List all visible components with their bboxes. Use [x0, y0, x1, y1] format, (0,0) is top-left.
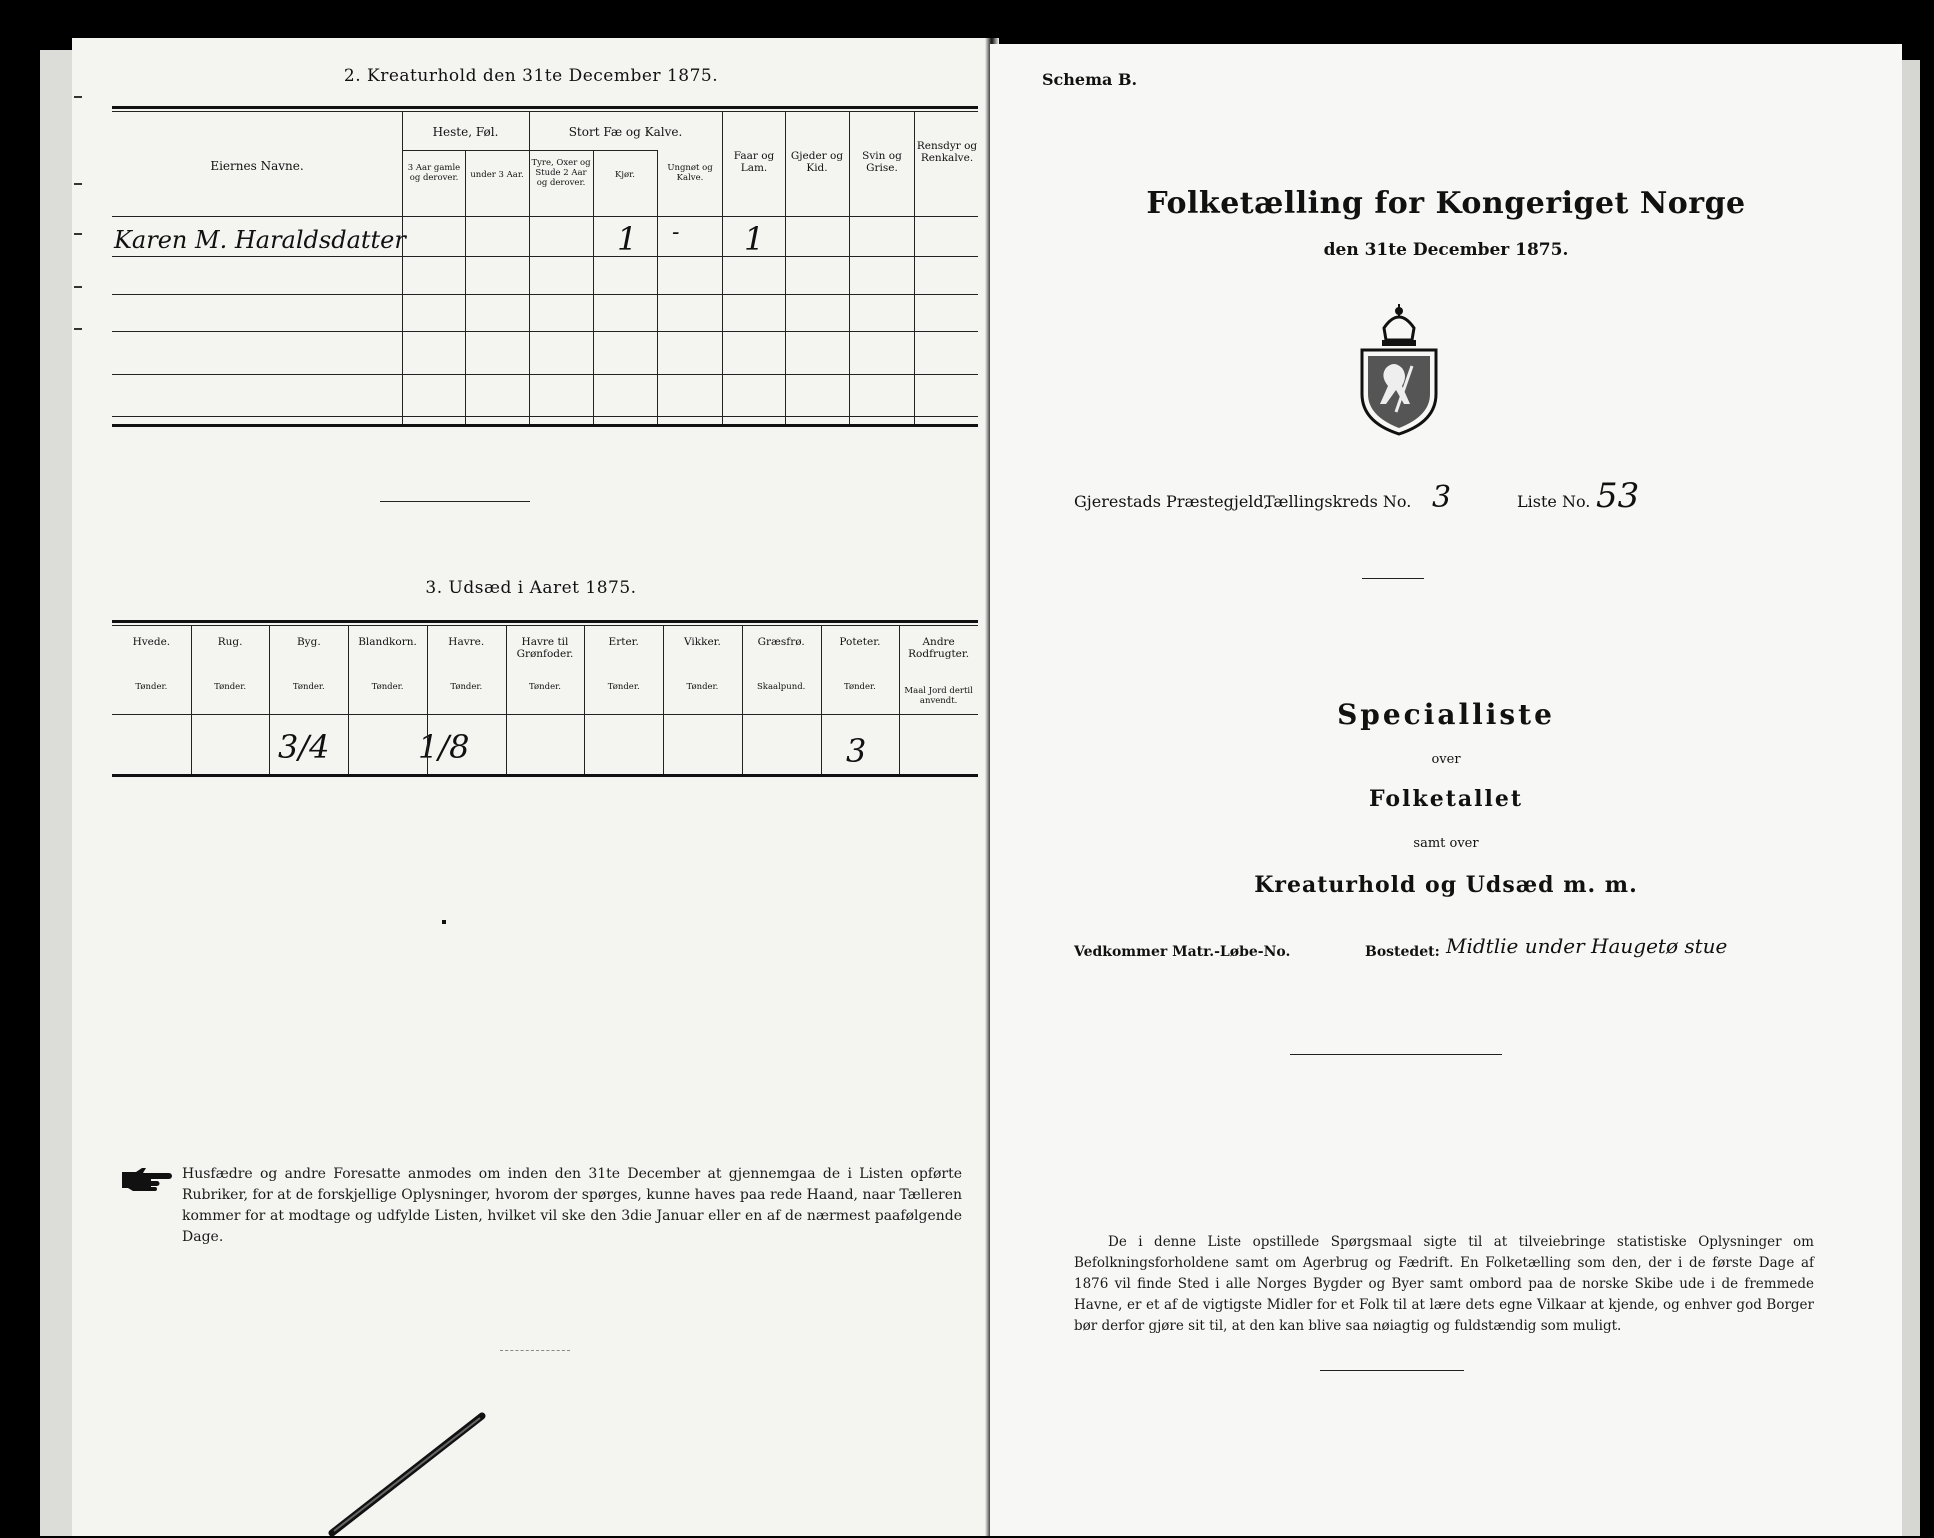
seed-header: Blandkorn. — [358, 636, 417, 648]
seed-header: Hvede. — [132, 636, 171, 648]
list-label: Liste No. — [1517, 492, 1591, 511]
table-rule — [112, 106, 978, 109]
parish-label: Gjerestads Præstegjeld, — [1074, 492, 1269, 511]
seed-unit: Tønder. — [292, 682, 325, 692]
table-col-rule — [529, 111, 530, 424]
seed-header: Havre til Grønfoder. — [516, 636, 574, 660]
table-col-rule — [663, 625, 664, 774]
margin-mark — [74, 286, 82, 288]
table-rule — [112, 714, 978, 715]
margin-mark — [74, 328, 82, 330]
kreaturhold-label: Kreaturhold og Udsæd m. m. — [1254, 872, 1638, 898]
seed-unit: Maal Jord dertil anvendt. — [904, 686, 973, 706]
table-col-rule — [657, 150, 658, 424]
table-col-rule — [821, 625, 822, 774]
coat-of-arms-icon — [1356, 302, 1442, 436]
table-col-rule — [785, 111, 786, 424]
bosted-value: Midtlie under Haugetø stue — [1446, 934, 1728, 958]
seed-header: Poteter. — [839, 636, 881, 648]
seed-header: Andre Rodfrugter. — [908, 636, 970, 660]
seed-unit: Tønder. — [450, 682, 483, 692]
table-col-rule — [914, 111, 915, 424]
divider — [380, 501, 530, 502]
table-col-rule — [191, 625, 192, 774]
header-reindeer: Rensdyr og Renkalve. — [916, 140, 978, 164]
table-rule — [112, 625, 978, 626]
seed-header: Vikker. — [683, 636, 721, 648]
right-page-edge — [1900, 60, 1920, 1536]
header-cattle: Stort Fæ og Kalve. — [568, 125, 683, 139]
table-col-rule — [899, 625, 900, 774]
header-horses-under3: under 3 Aar. — [470, 170, 524, 180]
schema-label: Schema B. — [1042, 70, 1138, 89]
bosted-label: Bostedet: — [1365, 944, 1440, 960]
header-bulls: Tyre, Oxer og Stude 2 Aar og derover. — [531, 158, 591, 188]
header-sheep: Faar og Lam. — [733, 150, 775, 174]
matr-label: Vedkommer Matr.-Løbe-No. — [1074, 944, 1291, 960]
header-cows: Kjør. — [615, 170, 635, 180]
byg-value: 3/4 — [278, 728, 330, 766]
header-horses-3plus: 3 Aar gamle og derover. — [407, 163, 461, 183]
table-col-rule — [348, 625, 349, 774]
section3-title: 3. Udsæd i Aaret 1875. — [425, 578, 637, 598]
seed-unit: Tønder. — [135, 682, 168, 692]
seed-unit: Tønder. — [607, 682, 640, 692]
seed-unit: Skaalpund. — [756, 682, 806, 692]
cows-value: 1 — [617, 220, 638, 258]
seed-unit: Tønder. — [686, 682, 719, 692]
right-notice: De i denne Liste opstillede Spørgsmaal sigte til at tilveiebringe statistiske Oplysninger om Befolkningsforholdene samt om Agerbrug og Fædrift. En Folketælling som den, der i de første Dage af 1876 vil finde Sted i alle Norges Bygder og Byer samt ombord paa de norske Skibe ude i de fremmede Havne, er et af de vigtigste Midler for et Folk til at lære dets egne Vilkaar at kjende, og enhver god Borger bør derfor gjøre sit til, at den kan blive saa nøiagtig og fuldstændig som muligt. — [1074, 1234, 1814, 1334]
header-young-cattle: Ungnøt og Kalve. — [667, 163, 713, 183]
seed-unit: Tønder. — [843, 682, 876, 692]
section2-title: 2. Kreaturhold den 31te December 1875. — [343, 66, 719, 86]
young-cattle-value: - — [672, 220, 680, 245]
divider — [1290, 1054, 1502, 1055]
seed-header: Rug. — [217, 636, 243, 648]
left-page — [72, 38, 990, 1536]
table-rule — [112, 620, 978, 623]
ink-dot — [442, 920, 446, 924]
header-goats: Gjeder og Kid. — [790, 150, 844, 174]
havre-value: 1/8 — [418, 728, 470, 766]
margin-mark — [74, 96, 82, 98]
header-pigs: Svin og Grise. — [862, 150, 902, 174]
main-title: Folketælling for Kongeriget Norge — [1146, 186, 1746, 221]
margin-mark — [74, 233, 82, 235]
divider — [1320, 1370, 1464, 1371]
divider — [1362, 578, 1424, 579]
sheep-value: 1 — [744, 220, 765, 258]
pointing-hand-icon — [120, 1166, 176, 1192]
table-rule — [112, 424, 978, 427]
seed-unit: Tønder. — [529, 682, 561, 692]
seed-header: Græsfrø. — [757, 636, 805, 648]
district-value: 3 — [1432, 480, 1452, 515]
header-horses: Heste, Føl. — [432, 125, 499, 139]
poteter-value: 3 — [846, 732, 867, 770]
pen-icon — [322, 1408, 492, 1538]
table-col-rule — [849, 111, 850, 424]
samt-over-label: samt over — [1413, 836, 1479, 851]
folketallet-label: Folketallet — [1369, 786, 1523, 812]
left-notice: Husfædre og andre Foresatte anmodes om inden den 31te December at gjennemgaa de i Listen opførte Rubriker, for at de forskjellige Oplysninger, hvorom der spørges, kunne haves paa rede Haand, naar Tælleren kommer for at modtage og udfylde Listen, hvilket vil ske den 3die Januar eller en af de nærmest paafølgende Dage. — [182, 1166, 962, 1245]
over-label: over — [1431, 752, 1461, 767]
table-col-rule — [584, 625, 585, 774]
header-owner: Eiernes Navne. — [210, 159, 304, 173]
seed-unit: Tønder. — [214, 682, 247, 692]
list-value: 53 — [1596, 476, 1640, 516]
district-label: Tællingskreds No. — [1264, 492, 1412, 511]
seed-header: Havre. — [448, 636, 485, 648]
seed-header: Byg. — [296, 636, 321, 648]
table-col-rule — [465, 150, 466, 424]
specialliste-title: Specialliste — [1337, 698, 1555, 731]
table-col-rule — [742, 625, 743, 774]
margin-mark — [74, 183, 82, 185]
table-col-rule — [402, 111, 403, 424]
table-col-rule — [269, 625, 270, 774]
table-rule — [112, 774, 978, 777]
table-col-rule — [427, 625, 428, 774]
census-date: den 31te December 1875. — [1323, 240, 1569, 260]
right-page — [990, 44, 1902, 1536]
table-col-rule — [506, 625, 507, 774]
table-col-rule — [722, 111, 723, 424]
table-col-rule — [593, 150, 594, 424]
seed-unit: Tønder. — [371, 682, 404, 692]
faint-mark — [500, 1350, 570, 1351]
owner-name: Karen M. Haraldsdatter — [114, 226, 406, 254]
seed-header: Erter. — [608, 636, 639, 648]
